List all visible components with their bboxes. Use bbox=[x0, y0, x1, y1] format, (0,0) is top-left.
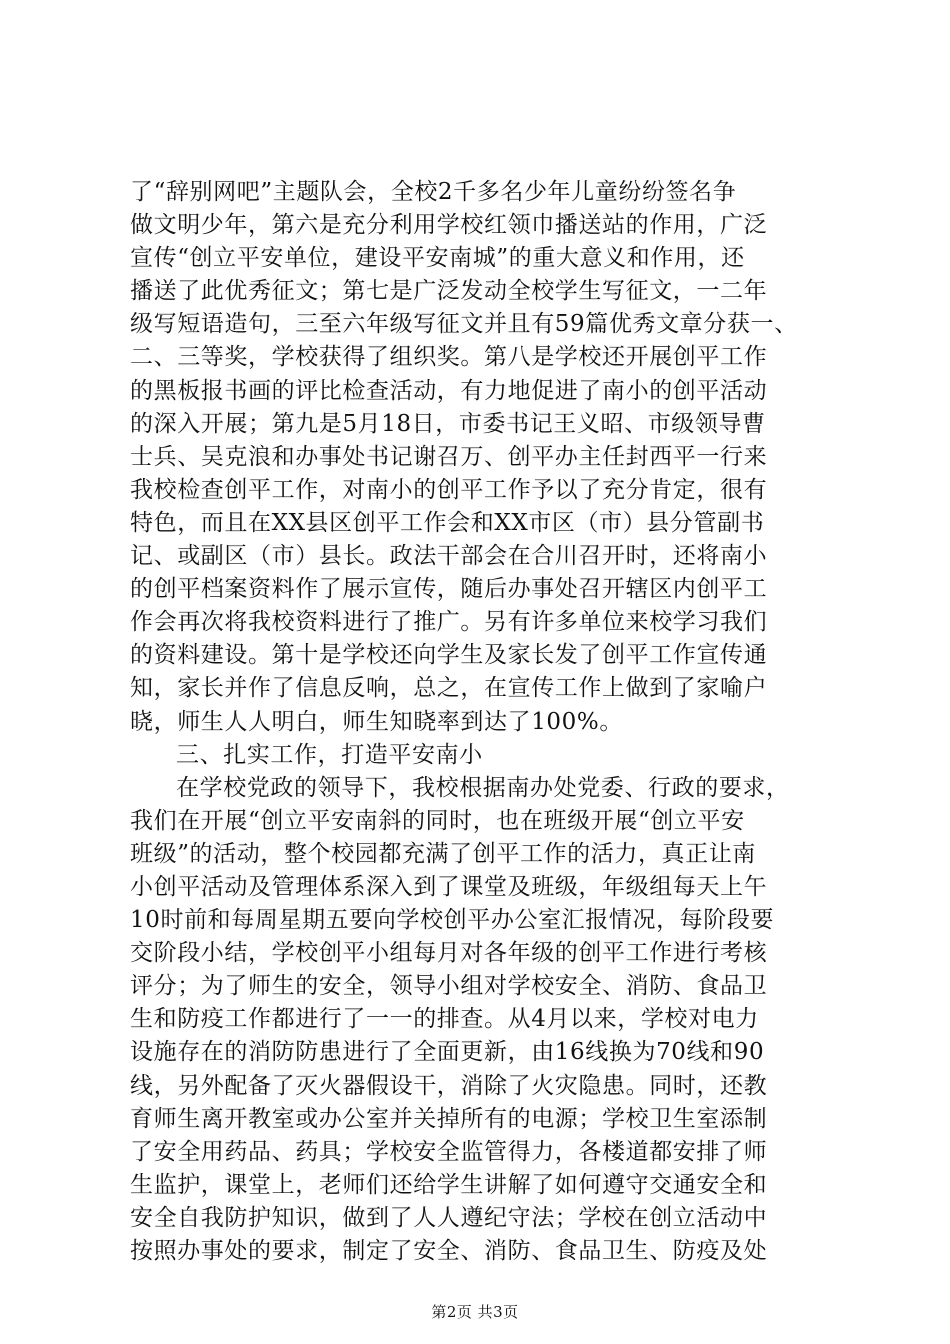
text-line: 士兵、吴克浪和办事处书记谢召万、创平办主任封西平一行来 bbox=[130, 443, 768, 470]
text-line: 小创平活动及管理体系深入到了课堂及班级，年级组每天上午 bbox=[130, 873, 768, 900]
text-line: 我们在开展“创立平安南斜的同时，也在班级开展“创立平安 bbox=[130, 807, 745, 834]
text-line: 二、三等奖，学校获得了组织奖。第八是学校还开展创平工作 bbox=[130, 344, 768, 371]
text-line: 做文明少年，第六是充分利用学校红领巾播送站的作用，广泛 bbox=[130, 212, 768, 239]
text-line: 的深入开展；第九是5月18日，市委书记王义昭、市级领导曹 bbox=[130, 410, 766, 437]
text-line: 交阶段小结，学校创平小组每月对各年级的创平工作进行考核 bbox=[130, 940, 768, 967]
text-line: 三、扎实工作，打造平安南小 bbox=[176, 741, 483, 768]
text-line: 我校检查创平工作，对南小的创平工作予以了充分肯定，很有 bbox=[130, 476, 768, 503]
page-footer: 第2页 共3页 bbox=[431, 1303, 519, 1321]
text-line: 特色，而且在XX县区创平工作会和XX市区（市）县分管副书 bbox=[130, 509, 765, 536]
text-line: 播送了此优秀征文；第七是广泛发动全校学生写征文，一二年 bbox=[130, 278, 768, 305]
text-line: 记、或副区（市）县长。政法干部会在合川召开时，还将南小 bbox=[130, 543, 768, 570]
text-line: 晓，师生人人明白，师生知晓率到达了100%。 bbox=[130, 708, 623, 735]
text-line: 生监护，课堂上，老师们还给学生讲解了如何遵守交通安全和 bbox=[130, 1171, 768, 1198]
text-line: 级写短语造句，三至六年级写征文并且有59篇优秀文章分获一、 bbox=[130, 311, 798, 338]
text-line: 班级”的活动，整个校园都充满了创平工作的活力，真正让南 bbox=[130, 840, 756, 867]
text-line: 10时前和每周星期五要向学校创平办公室汇报情况，每阶段要 bbox=[130, 907, 775, 934]
text-line: 作会再次将我校资料进行了推广。另有许多单位来校学习我们 bbox=[130, 609, 768, 636]
text-line: 宣传“创立平安单位，建设平安南城”的重大意义和作用，还 bbox=[130, 245, 745, 272]
text-line: 线，另外配备了灭火器假设干，消除了火灾隐患。同时，还教 bbox=[130, 1072, 768, 1099]
text-line: 设施存在的消防防患进行了全面更新，由16线换为70线和90 bbox=[130, 1039, 765, 1066]
text-line: 安全自我防护知识，做到了人人遵纪守法；学校在创立活动中 bbox=[130, 1204, 768, 1231]
text-line: 的资料建设。第十是学校还向学生及家长发了创平工作宣传通 bbox=[130, 642, 768, 669]
text-line: 知，家长并作了信息反响，总之，在宣传工作上做到了家喻户 bbox=[130, 675, 768, 702]
text-line: 生和防疫工作都进行了一一的排查。从4月以来，学校对电力 bbox=[130, 1006, 759, 1033]
text-line: 的创平档案资料作了展示宣传，随后办事处召开辖区内创平工 bbox=[130, 576, 768, 603]
text-line: 的黑板报书画的评比检查活动，有力地促进了南小的创平活动 bbox=[130, 377, 768, 404]
text-line: 了安全用药品、药具；学校安全监管得力，各楼道都安排了师 bbox=[130, 1138, 768, 1165]
text-line: 在学校党政的领导下，我校根据南办处党委、行政的要求， bbox=[176, 774, 790, 801]
text-line: 了“辞别网吧”主题队会，全校2千多名少年儿童纷纷签名争 bbox=[130, 179, 737, 205]
text-line: 育师生离开教室或办公室并关掉所有的电源；学校卫生室添制 bbox=[130, 1105, 768, 1132]
text-line: 按照办事处的要求，制定了安全、消防、食品卫生、防疫及处 bbox=[130, 1238, 768, 1264]
document-body bbox=[130, 176, 830, 1268]
text-line: 评分；为了师生的安全，领导小组对学校安全、消防、食品卫 bbox=[130, 973, 768, 1000]
